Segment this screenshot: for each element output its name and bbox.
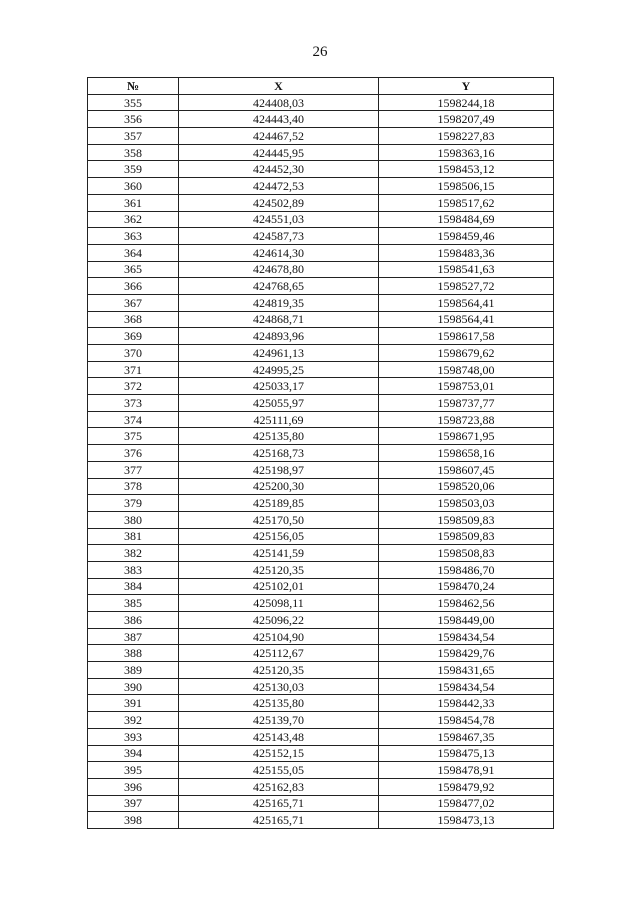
point-number-cell: 379	[88, 495, 179, 512]
point-number-cell: 381	[88, 528, 179, 545]
x-coordinate-cell: 425120,35	[179, 561, 379, 578]
y-coordinate-cell: 1598509,83	[379, 528, 554, 545]
table-row	[88, 595, 554, 612]
y-coordinate-cell: 1598467,35	[379, 728, 554, 745]
column-header-x: X	[179, 78, 379, 95]
point-number-cell: 355	[88, 94, 179, 111]
point-number-cell: 385	[88, 595, 179, 612]
y-coordinate-cell: 1598509,83	[379, 511, 554, 528]
x-coordinate-cell: 425143,48	[179, 728, 379, 745]
point-number-cell: 366	[88, 278, 179, 295]
x-coordinate-cell: 425111,69	[179, 411, 379, 428]
x-coordinate-cell: 425102,01	[179, 578, 379, 595]
table-row	[88, 511, 554, 528]
y-coordinate-cell: 1598679,62	[379, 345, 554, 362]
table-row	[88, 428, 554, 445]
y-coordinate-cell: 1598434,54	[379, 678, 554, 695]
table-row	[88, 194, 554, 211]
x-coordinate-cell: 424819,35	[179, 294, 379, 311]
y-coordinate-cell: 1598564,41	[379, 294, 554, 311]
page-number: 26	[312, 44, 328, 60]
table-row	[88, 228, 554, 245]
table-row	[88, 345, 554, 362]
x-coordinate-cell: 425198,97	[179, 461, 379, 478]
point-number-cell: 376	[88, 445, 179, 462]
point-number-cell: 360	[88, 178, 179, 195]
x-coordinate-cell: 425104,90	[179, 628, 379, 645]
x-coordinate-cell: 424961,13	[179, 345, 379, 362]
point-number-cell: 369	[88, 328, 179, 345]
y-coordinate-cell: 1598244,18	[379, 94, 554, 111]
point-number-cell: 397	[88, 795, 179, 812]
point-number-cell: 365	[88, 261, 179, 278]
x-coordinate-cell: 425135,80	[179, 695, 379, 712]
table-row	[88, 94, 554, 111]
x-coordinate-cell: 425096,22	[179, 612, 379, 629]
y-coordinate-cell: 1598483,36	[379, 244, 554, 261]
y-coordinate-cell: 1598454,78	[379, 712, 554, 729]
y-coordinate-cell: 1598737,77	[379, 395, 554, 412]
table-row	[88, 244, 554, 261]
y-coordinate-cell: 1598473,13	[379, 812, 554, 829]
table-row	[88, 628, 554, 645]
x-coordinate-cell: 425165,71	[179, 795, 379, 812]
y-coordinate-cell: 1598479,92	[379, 778, 554, 795]
y-coordinate-cell: 1598429,76	[379, 645, 554, 662]
y-coordinate-cell: 1598671,95	[379, 428, 554, 445]
x-coordinate-cell: 424502,89	[179, 194, 379, 211]
column-header-y: Y	[379, 78, 554, 95]
table-row	[88, 678, 554, 695]
table-row	[88, 812, 554, 829]
point-number-cell: 357	[88, 128, 179, 145]
table-row	[88, 762, 554, 779]
point-number-cell: 370	[88, 345, 179, 362]
y-coordinate-cell: 1598517,62	[379, 194, 554, 211]
table-row	[88, 361, 554, 378]
point-number-cell: 389	[88, 662, 179, 679]
table-row	[88, 578, 554, 595]
y-coordinate-cell: 1598503,03	[379, 495, 554, 512]
table-row	[88, 528, 554, 545]
x-coordinate-cell: 424467,52	[179, 128, 379, 145]
x-coordinate-cell: 425033,17	[179, 378, 379, 395]
x-coordinate-cell: 424768,65	[179, 278, 379, 295]
x-coordinate-cell: 425200,30	[179, 478, 379, 495]
x-coordinate-cell: 425162,83	[179, 778, 379, 795]
x-coordinate-cell: 425189,85	[179, 495, 379, 512]
x-coordinate-cell: 425155,05	[179, 762, 379, 779]
x-coordinate-cell: 425152,15	[179, 745, 379, 762]
table-header-row	[88, 78, 554, 95]
y-coordinate-cell: 1598475,13	[379, 745, 554, 762]
y-coordinate-cell: 1598541,63	[379, 261, 554, 278]
point-number-cell: 359	[88, 161, 179, 178]
table-row	[88, 545, 554, 562]
x-coordinate-cell: 425156,05	[179, 528, 379, 545]
y-coordinate-cell: 1598431,65	[379, 662, 554, 679]
table-row	[88, 311, 554, 328]
table-body	[88, 94, 554, 828]
x-coordinate-cell: 424408,03	[179, 94, 379, 111]
x-coordinate-cell: 424443,40	[179, 111, 379, 128]
table-row	[88, 728, 554, 745]
x-coordinate-cell: 424551,03	[179, 211, 379, 228]
table-row	[88, 795, 554, 812]
point-number-cell: 371	[88, 361, 179, 378]
table-row	[88, 478, 554, 495]
y-coordinate-cell: 1598470,24	[379, 578, 554, 595]
point-number-cell: 362	[88, 211, 179, 228]
y-coordinate-cell: 1598453,12	[379, 161, 554, 178]
x-coordinate-cell: 424445,95	[179, 144, 379, 161]
y-coordinate-cell: 1598227,83	[379, 128, 554, 145]
y-coordinate-cell: 1598442,33	[379, 695, 554, 712]
point-number-cell: 372	[88, 378, 179, 395]
y-coordinate-cell: 1598462,56	[379, 595, 554, 612]
x-coordinate-cell: 425055,97	[179, 395, 379, 412]
point-number-cell: 390	[88, 678, 179, 695]
x-coordinate-cell: 424678,80	[179, 261, 379, 278]
y-coordinate-cell: 1598477,02	[379, 795, 554, 812]
table-row	[88, 211, 554, 228]
table-row	[88, 378, 554, 395]
table-row	[88, 712, 554, 729]
y-coordinate-cell: 1598506,15	[379, 178, 554, 195]
y-coordinate-cell: 1598486,70	[379, 561, 554, 578]
point-number-cell: 382	[88, 545, 179, 562]
point-number-cell: 391	[88, 695, 179, 712]
x-coordinate-cell: 425141,59	[179, 545, 379, 562]
table-row	[88, 128, 554, 145]
point-number-cell: 394	[88, 745, 179, 762]
table-row	[88, 395, 554, 412]
y-coordinate-cell: 1598508,83	[379, 545, 554, 562]
y-coordinate-cell: 1598520,06	[379, 478, 554, 495]
x-coordinate-cell: 424452,30	[179, 161, 379, 178]
table-row	[88, 278, 554, 295]
x-coordinate-cell: 425165,71	[179, 812, 379, 829]
x-coordinate-cell: 425112,67	[179, 645, 379, 662]
y-coordinate-cell: 1598617,58	[379, 328, 554, 345]
coordinates-table	[87, 77, 554, 829]
table-row	[88, 561, 554, 578]
table-row	[88, 745, 554, 762]
x-coordinate-cell: 424587,73	[179, 228, 379, 245]
point-number-cell: 364	[88, 244, 179, 261]
y-coordinate-cell: 1598363,16	[379, 144, 554, 161]
table-row	[88, 495, 554, 512]
x-coordinate-cell: 425139,70	[179, 712, 379, 729]
y-coordinate-cell: 1598723,88	[379, 411, 554, 428]
point-number-cell: 386	[88, 612, 179, 629]
point-number-cell: 377	[88, 461, 179, 478]
point-number-cell: 374	[88, 411, 179, 428]
table-row	[88, 778, 554, 795]
table-row	[88, 612, 554, 629]
y-coordinate-cell: 1598449,00	[379, 612, 554, 629]
point-number-cell: 393	[88, 728, 179, 745]
x-coordinate-cell: 424995,25	[179, 361, 379, 378]
y-coordinate-cell: 1598527,72	[379, 278, 554, 295]
table-row	[88, 178, 554, 195]
x-coordinate-cell: 425120,35	[179, 662, 379, 679]
table-row	[88, 695, 554, 712]
y-coordinate-cell: 1598748,00	[379, 361, 554, 378]
point-number-cell: 392	[88, 712, 179, 729]
table-row	[88, 144, 554, 161]
point-number-cell: 387	[88, 628, 179, 645]
point-number-cell: 367	[88, 294, 179, 311]
point-number-cell: 380	[88, 511, 179, 528]
table-row	[88, 411, 554, 428]
y-coordinate-cell: 1598484,69	[379, 211, 554, 228]
y-coordinate-cell: 1598607,45	[379, 461, 554, 478]
x-coordinate-cell: 424893,96	[179, 328, 379, 345]
x-coordinate-cell: 424614,30	[179, 244, 379, 261]
point-number-cell: 368	[88, 311, 179, 328]
table-row	[88, 261, 554, 278]
point-number-cell: 361	[88, 194, 179, 211]
point-number-cell: 375	[88, 428, 179, 445]
table-row	[88, 294, 554, 311]
x-coordinate-cell: 425130,03	[179, 678, 379, 695]
x-coordinate-cell: 425168,73	[179, 445, 379, 462]
y-coordinate-cell: 1598753,01	[379, 378, 554, 395]
table-row	[88, 445, 554, 462]
table-row	[88, 328, 554, 345]
point-number-cell: 383	[88, 561, 179, 578]
table-row	[88, 645, 554, 662]
point-number-cell: 358	[88, 144, 179, 161]
point-number-cell: 398	[88, 812, 179, 829]
table-row	[88, 461, 554, 478]
point-number-cell: 388	[88, 645, 179, 662]
point-number-cell: 363	[88, 228, 179, 245]
x-coordinate-cell: 425170,50	[179, 511, 379, 528]
y-coordinate-cell: 1598478,91	[379, 762, 554, 779]
y-coordinate-cell: 1598459,46	[379, 228, 554, 245]
x-coordinate-cell: 424868,71	[179, 311, 379, 328]
point-number-cell: 373	[88, 395, 179, 412]
x-coordinate-cell: 424472,53	[179, 178, 379, 195]
y-coordinate-cell: 1598564,41	[379, 311, 554, 328]
table-row	[88, 662, 554, 679]
table-row	[88, 111, 554, 128]
point-number-cell: 384	[88, 578, 179, 595]
column-header-number: №	[88, 78, 179, 95]
x-coordinate-cell: 425135,80	[179, 428, 379, 445]
table-row	[88, 161, 554, 178]
y-coordinate-cell: 1598658,16	[379, 445, 554, 462]
y-coordinate-cell: 1598207,49	[379, 111, 554, 128]
point-number-cell: 395	[88, 762, 179, 779]
x-coordinate-cell: 425098,11	[179, 595, 379, 612]
point-number-cell: 396	[88, 778, 179, 795]
point-number-cell: 356	[88, 111, 179, 128]
point-number-cell: 378	[88, 478, 179, 495]
y-coordinate-cell: 1598434,54	[379, 628, 554, 645]
